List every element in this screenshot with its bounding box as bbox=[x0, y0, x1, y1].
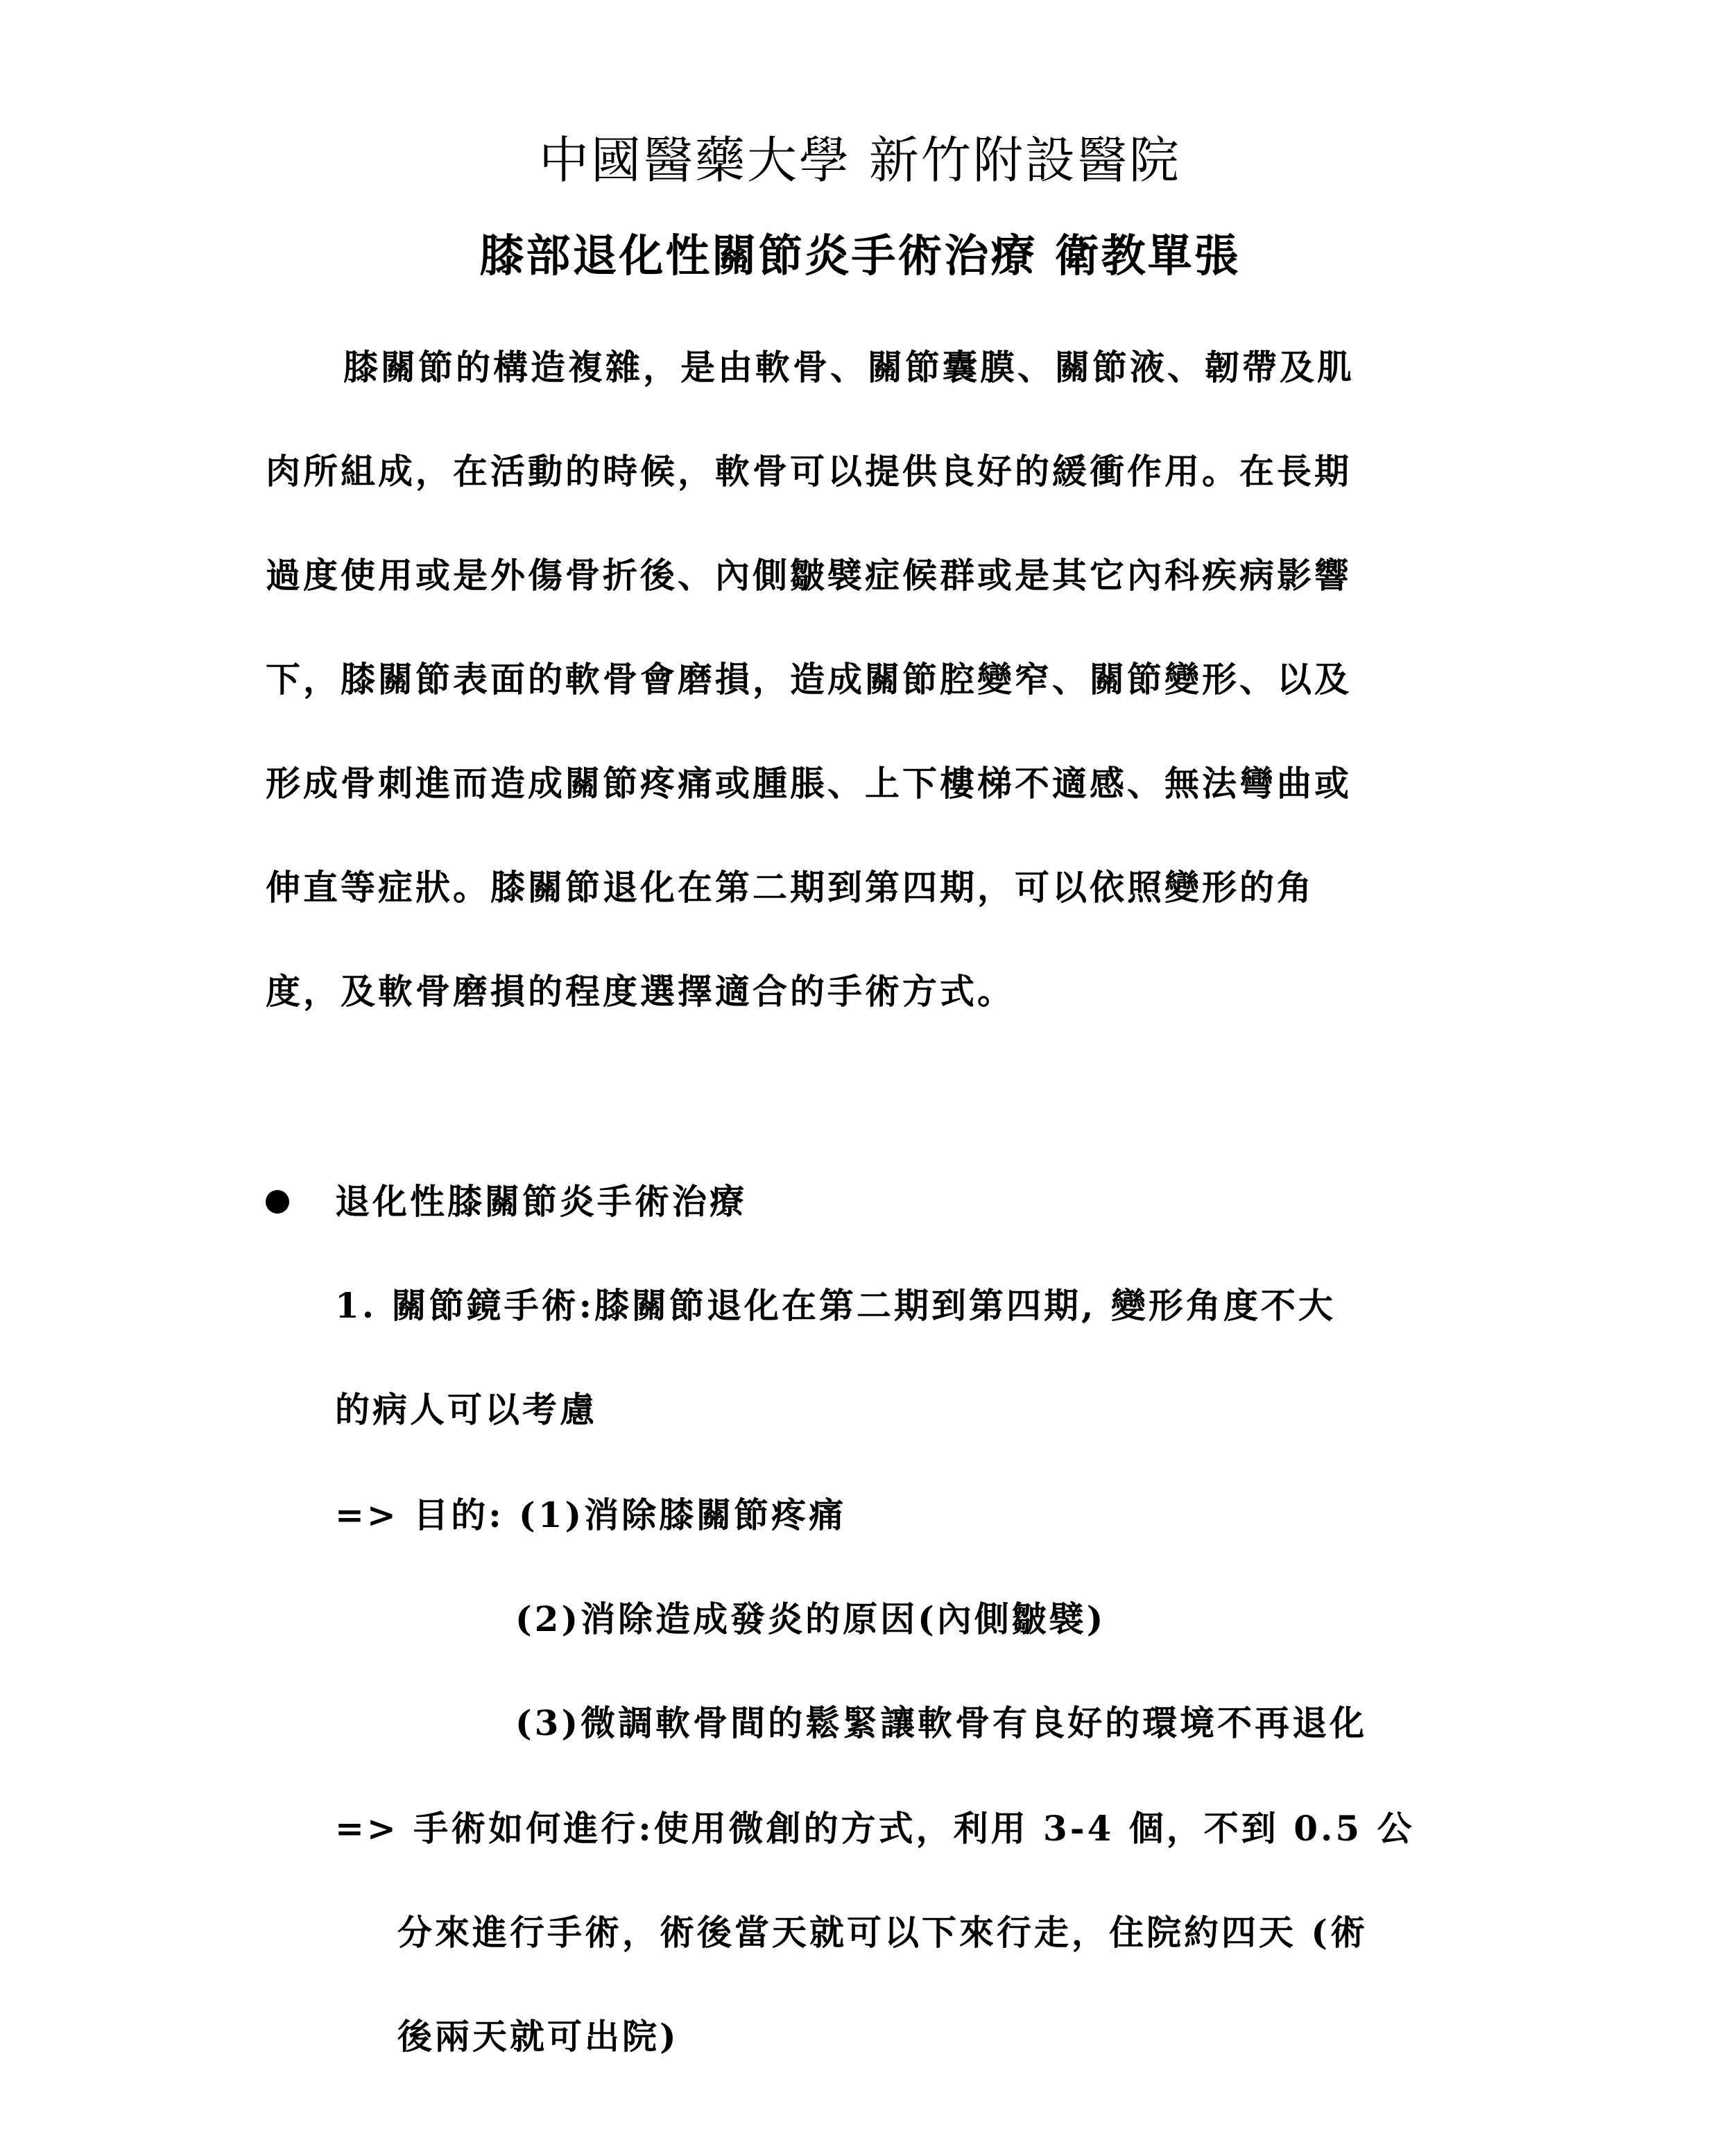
purpose-label: => 目的: (1)消除膝關節疼痛 bbox=[335, 1494, 847, 1535]
item1-line-1: 1. 關節鏡手術:膝關節退化在第二期到第四期, 變形角度不大 bbox=[335, 1285, 1336, 1326]
intro-line-3: 過度使用或是外傷骨折後、內側皺襞症候群或是其它內科疾病影響 bbox=[266, 555, 1352, 596]
purpose-item-3: (3)微調軟骨間的鬆緊讓軟骨有良好的環境不再退化 bbox=[515, 1702, 1368, 1743]
procedure-line-3: 後兩天就可出院) bbox=[397, 2016, 679, 2057]
purpose-item-2: (2)消除造成發炎的原因(內側皺襞) bbox=[515, 1598, 1106, 1639]
item1-line-2: 的病人可以考慮 bbox=[335, 1389, 597, 1430]
procedure-line-2: 分來進行手術，術後當天就可以下來行走，住院約四天 (術 bbox=[397, 1912, 1368, 1953]
hospital-name: 中國醫藥大學 新竹附設醫院 bbox=[539, 131, 1181, 189]
section-heading: 退化性膝關節炎手術治療 bbox=[335, 1181, 747, 1222]
intro-line-5: 形成骨刺進而造成關節疼痛或腫脹、上下樓梯不適感、無法彎曲或 bbox=[266, 763, 1352, 804]
document-title: 膝部退化性關節炎手術治療 衛教單張 bbox=[479, 230, 1241, 282]
intro-line-6: 伸直等症狀。膝關節退化在第二期到第四期，可以依照變形的角 bbox=[266, 867, 1314, 908]
bullet-icon bbox=[266, 1190, 289, 1214]
intro-line-4: 下，膝關節表面的軟骨會磨損，造成關節腔變窄、關節變形、以及 bbox=[266, 659, 1352, 700]
intro-line-7: 度，及軟骨磨損的程度選擇適合的手術方式。 bbox=[266, 971, 1015, 1012]
intro-line-1: 膝關節的構造複雜，是由軟骨、關節囊膜、關節液、韌帶及肌 bbox=[343, 347, 1354, 388]
procedure-line-1: => 手術如何進行:使用微創的方式，利用 3-4 個，不到 0.5 公 bbox=[335, 1808, 1415, 1849]
intro-line-2: 肉所組成，在活動的時候，軟骨可以提供良好的緩衝作用。在長期 bbox=[266, 451, 1352, 492]
